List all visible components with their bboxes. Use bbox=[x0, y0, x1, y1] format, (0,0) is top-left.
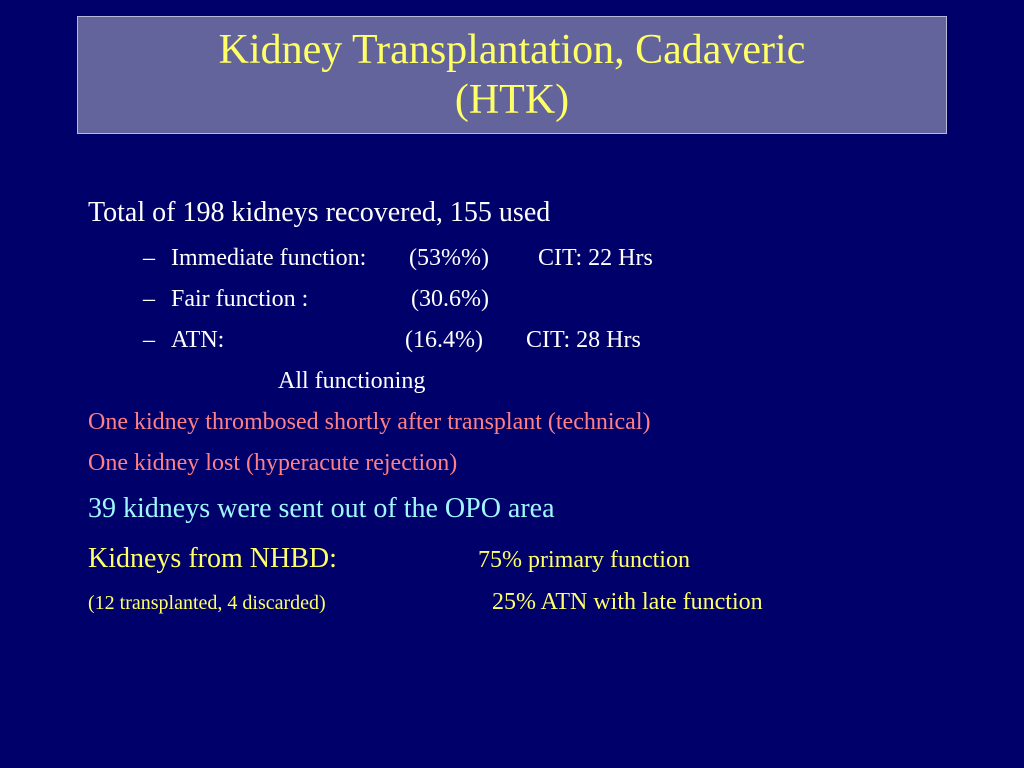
slide-title bbox=[77, 16, 947, 134]
title-line-1: Kidney Transplantation, Cadaveric bbox=[218, 27, 806, 73]
bullet-dash-3: – bbox=[143, 327, 155, 353]
nhbd-label: Kidneys from NHBD: bbox=[88, 543, 337, 574]
all-functioning-text: All functioning bbox=[278, 368, 426, 394]
total-kidneys-text: Total of 198 kidneys recovered, 155 used bbox=[88, 197, 551, 228]
title-line-2: (HTK) bbox=[454, 77, 570, 123]
bullet-dash-1: – bbox=[143, 245, 155, 271]
fair-function-label: Fair function : bbox=[171, 286, 309, 312]
immediate-function-label: Immediate function: bbox=[171, 245, 367, 271]
nhbd-counts: (12 transplanted, 4 discarded) bbox=[88, 592, 326, 614]
atn-label: ATN: bbox=[171, 327, 225, 353]
atn-cit: CIT: 28 Hrs bbox=[526, 327, 641, 353]
bullet-dash-2: – bbox=[143, 286, 155, 312]
immediate-function-percent: (53%%) bbox=[409, 245, 489, 271]
atn-percent: (16.4%) bbox=[405, 327, 483, 353]
nhbd-atn-late-function: 25% ATN with late function bbox=[492, 589, 763, 615]
sent-out-text: 39 kidneys were sent out of the OPO area bbox=[88, 493, 555, 524]
kidney-lost-text: One kidney lost (hyperacute rejection) bbox=[88, 450, 458, 476]
fair-function-percent: (30.6%) bbox=[411, 286, 489, 312]
immediate-function-cit: CIT: 22 Hrs bbox=[538, 245, 653, 271]
nhbd-primary-function: 75% primary function bbox=[478, 547, 690, 573]
thrombosed-text: One kidney thrombosed shortly after transplant (technical) bbox=[88, 409, 651, 435]
